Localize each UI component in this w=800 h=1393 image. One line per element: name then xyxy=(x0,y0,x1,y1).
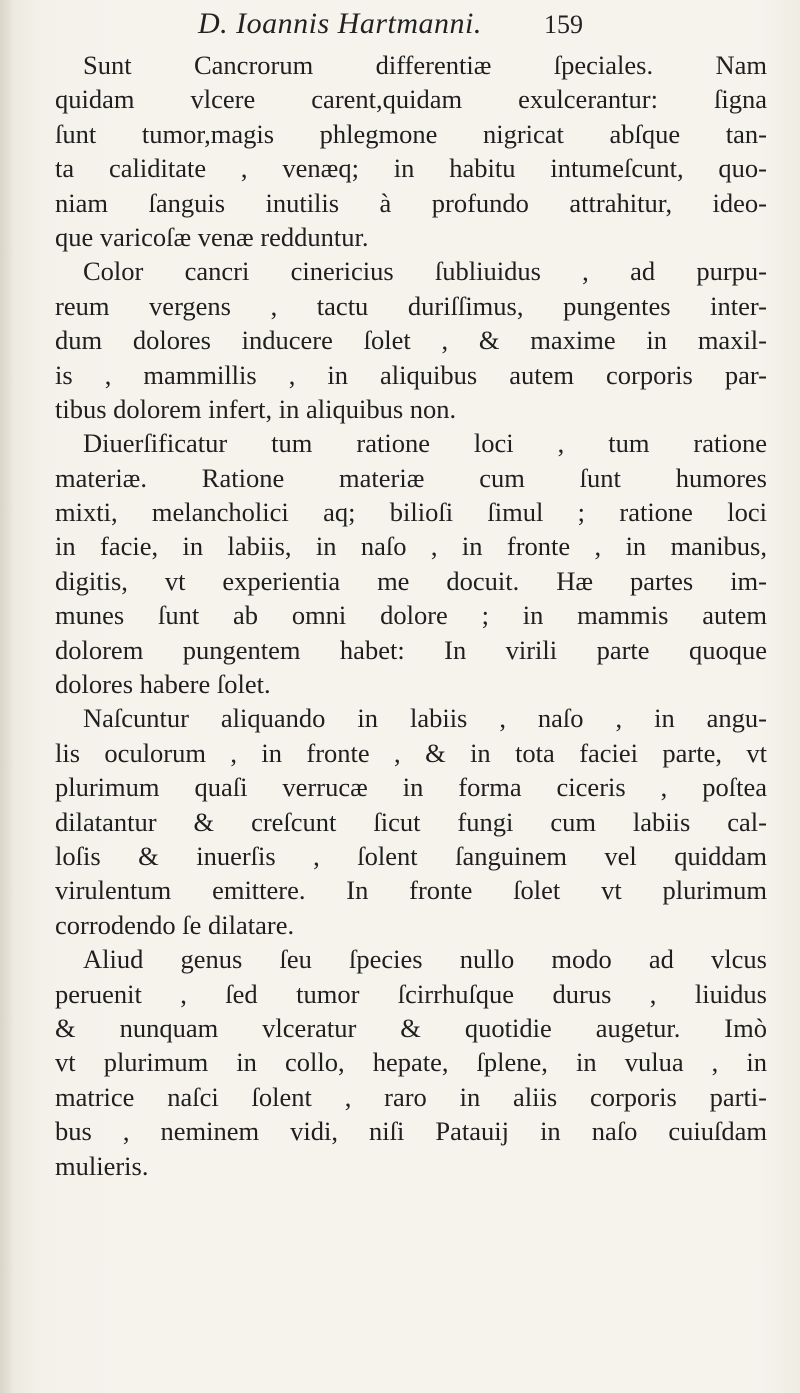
page-number: 159 xyxy=(544,10,583,39)
text-line: tibus dolorem infert, in aliquibus non. xyxy=(55,393,457,424)
paragraph xyxy=(55,254,767,426)
text-line: niam ſanguis inutilis à profundo attrahitur, ideo- xyxy=(55,187,767,218)
text-line: Aliud genus ſeu ſpecies nullo modo ad vlcus xyxy=(83,944,767,975)
text-line: mixti, melancholici aq; bilioſi ſimul ; ratione loci xyxy=(55,497,767,528)
paragraph xyxy=(55,48,767,254)
text-line: dilatantur & creſcunt ſicut fungi cum labiis cal- xyxy=(55,806,767,837)
text-line: corrodendo ſe dilatare. xyxy=(55,909,295,940)
text-line: Diuerſificatur tum ratione loci , tum ratione xyxy=(83,428,767,459)
text-line: ta caliditate , venæq; in habitu intumeſcunt, quo- xyxy=(55,153,767,184)
text-line: quidam vlcere carent,quidam exulcerantur: ſigna xyxy=(55,84,767,115)
text-line: munes ſunt ab omni dolore ; in mammis autem xyxy=(55,600,767,631)
text-line: lis oculorum , in fronte , & in tota faciei parte, vt xyxy=(55,737,767,768)
text-line: dolores habere ſolet. xyxy=(55,669,271,700)
text-line: ſunt tumor,magis phlegmone nigricat abſque tan- xyxy=(55,118,767,149)
running-title: D. Ioannis Hartmanni. xyxy=(198,7,482,40)
text-line: peruenit , ſed tumor ſcirrhuſque durus , liuidus xyxy=(55,978,767,1009)
text-line: in facie, in labiis, in naſo , in fronte , in manibus, xyxy=(55,531,767,562)
text-line: dolorem pungentem habet: In virili parte quoque xyxy=(55,634,767,665)
text-line: bus , neminem vidi, niſi Patauij in naſo cuiuſdam xyxy=(55,1116,767,1147)
spine-shadow xyxy=(0,0,14,1393)
text-line: Naſcuntur aliquando in labiis , naſo , in angu- xyxy=(83,703,767,734)
text-line: digitis, vt experientia me docuit. Hæ partes im- xyxy=(55,565,767,596)
text-line: vt plurimum in collo, hepate, ſplene, in vulua , in xyxy=(55,1047,767,1078)
text-line: que varicoſæ venæ redduntur. xyxy=(55,221,369,252)
text-line: materiæ. Ratione materiæ cum ſunt humores xyxy=(55,462,767,493)
text-line: Sunt Cancrorum differentiæ ſpeciales. Nam xyxy=(83,50,767,80)
text-line: plurimum quaſi verrucæ in forma ciceris , poſtea xyxy=(55,772,767,803)
paragraph xyxy=(55,701,767,942)
text-line: reum vergens , tactu duriſſimus, pungentes inter- xyxy=(55,290,767,321)
text-line: & nunquam vlceratur & quotidie augetur. Imò xyxy=(55,1012,767,1043)
text-line: Color cancri cinericius ſubliuidus , ad purpu- xyxy=(83,256,767,287)
text-line: matrice naſci ſolent , raro in aliis corporis parti- xyxy=(55,1081,767,1112)
paragraph xyxy=(55,942,767,1183)
text-line: loſis & inuerſis , ſolent ſanguinem vel quiddam xyxy=(55,840,767,871)
text-line: mulieris. xyxy=(55,1150,149,1181)
text-line: is , mammillis , in aliquibus autem corporis par- xyxy=(55,359,767,390)
text-line: dum dolores inducere ſolet , & maxime in maxil- xyxy=(55,325,767,356)
body-text xyxy=(55,48,767,1183)
page-header xyxy=(60,6,780,46)
text-line: virulentum emittere. In fronte ſolet vt plurimum xyxy=(55,875,767,906)
paragraph xyxy=(55,426,767,701)
